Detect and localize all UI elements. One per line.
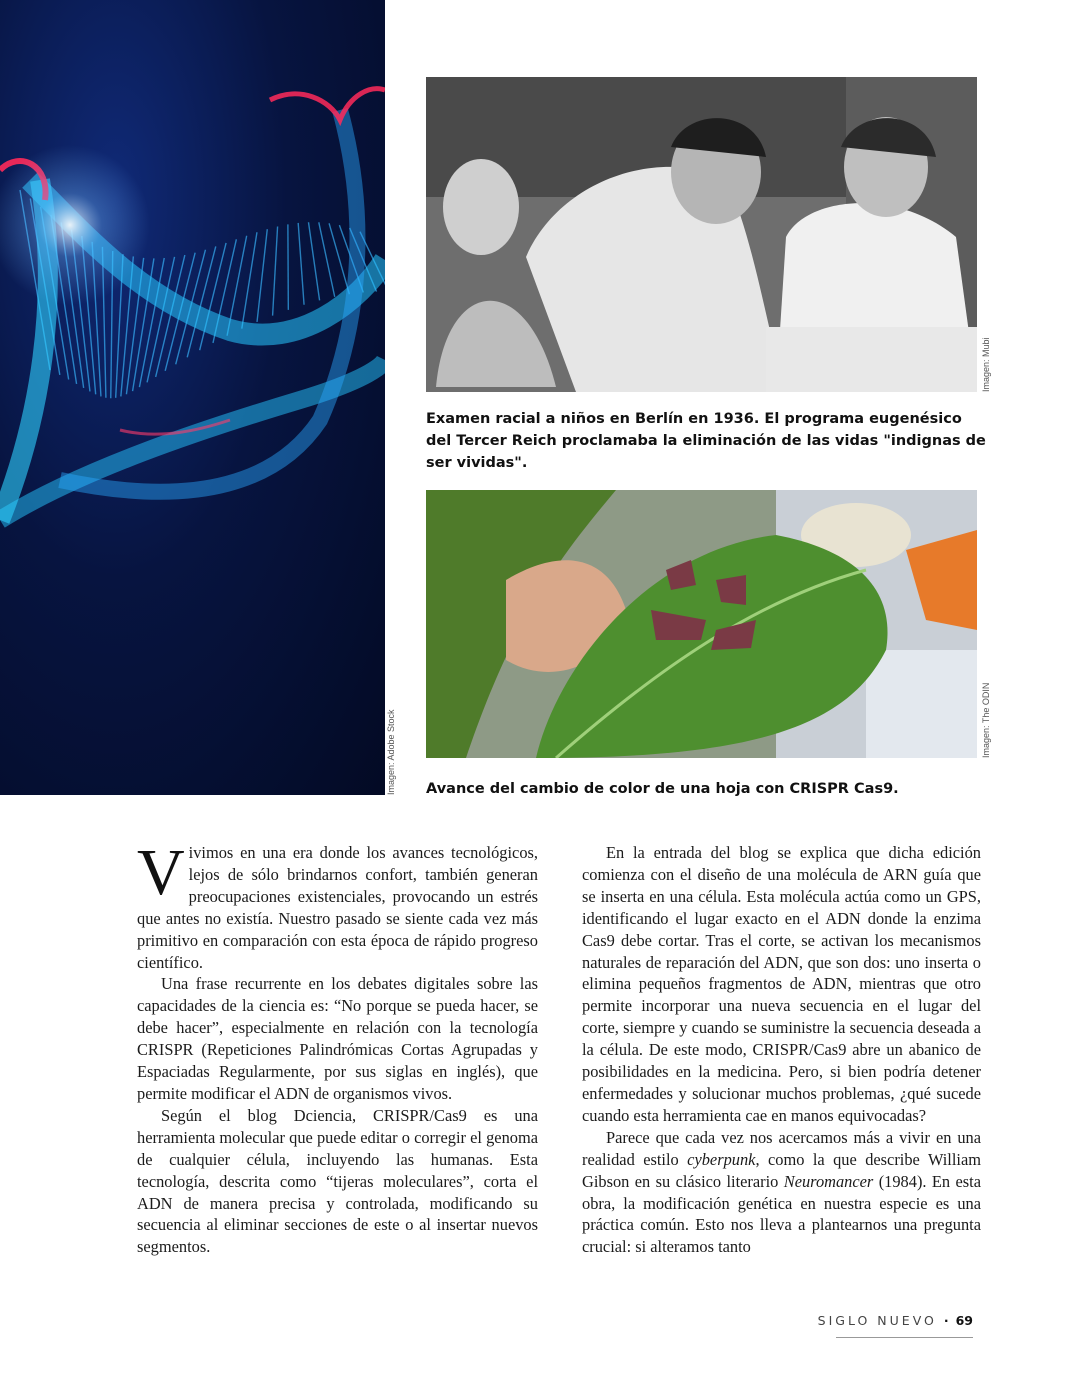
article-paragraph: En la entrada del blog se explica que dicha edición comienza con el diseño de una molécula de ARN guía que se inserta en una célula. Esta molécula actúa como un GPS, identificando el lugar exacto en el ADN donde la enzima Cas9 debe cortar. Tras el corte, se activan los mecanismos naturales de reparación del ADN, que son dos: uno inserta o elimina pequeños fragmentos de ADN, mientras que otro permite incorporar una nueva secuencia en el lugar del corte, siempre y cuando se suministre la secuencia deseada a la célula. De este modo, CRISPR/Cas9 abre un abanico de posibilidades en la medicina. Pero, si bien podría detener enfermedades y solucionar muchos problemas, ¿qué sucede cuando esta herramienta cae en manos equivocadas? — [582, 843, 981, 1125]
book-title: Neuromancer — [783, 1171, 874, 1191]
article-paragraph — [582, 1127, 981, 1258]
article-paragraph: Según el blog Dciencia, CRISPR/Cas9 es una herramienta molecular que puede editar o corregir el genoma de cualquier célula, incluyendo las humanas. Esta tecnología, descrita como “tijeras moleculares”, corta el ADN de manera precisa y controlada, modificando su secuencia al eliminar secciones de este o al insertar nuevos segmentos. — [137, 1105, 538, 1257]
paragraph-text: , como la que describe William Gibson en su clásico literario — [582, 1149, 981, 1191]
article-column-1 — [137, 836, 538, 1258]
page-number: 69 — [955, 1313, 973, 1328]
drop-cap: V — [137, 836, 185, 909]
photo2-caption: Avance del cambio de color de una hoja con CRISPR Cas9. — [426, 781, 899, 797]
photo1-caption: Examen racial a niños en Berlín en 1936. El programa eugenésico del Tercer Reich proclamaba la eliminación de las vidas "indignas de ser vividas". — [426, 411, 986, 471]
page-footer — [818, 1313, 973, 1328]
dna-rung — [298, 223, 304, 305]
article-column-2 — [582, 842, 981, 1258]
dna-rung — [257, 229, 267, 322]
paragraph-text: (1984). En esta obra, la modificación genética en nuestra especie es una práctica común. Esto nos lleva a plantearnos una pregunta crucial: si alteramos tanto — [582, 1171, 981, 1257]
dna-helix-image — [0, 0, 385, 795]
article-paragraph: Una frase recurrente en los debates digitales sobre las capacidades de la ciencia es: “No porque se pueda hacer, se debe hacer”, especialmente en relación con la tecnología CRISPR (Repeticiones Palindrómicas Cortas Agrupadas y Espaciadas Regularmente, por sus siglas en inglés), que permite modificar el ADN de organismos vivos. — [137, 974, 538, 1103]
dna-rung — [308, 222, 319, 300]
photo2-credit: Imagen: The ODIN — [981, 682, 991, 758]
article-paragraph — [137, 836, 538, 973]
italic-term: cyberpunk — [687, 1149, 756, 1169]
photo1-credit: Imagen: Mubi — [981, 337, 991, 392]
dna-rung — [273, 227, 278, 316]
paragraph-text: Parece que cada vez nos acercamos más a vivir en una realidad estilo — [582, 1127, 981, 1169]
footer-separator: · — [943, 1313, 949, 1328]
footer-rule — [836, 1337, 973, 1338]
racial-exam-photo — [426, 77, 977, 392]
magazine-name: SIGLO NUEVO — [817, 1313, 937, 1328]
crispr-leaf-photo — [426, 490, 977, 758]
dna-image-credit: Imagen: Adobe Stock — [386, 709, 396, 795]
paragraph-text: ivimos en una era donde los avances tecnológicos, lejos de sólo brindarnos confort, también generan preocupaciones existenciales, provocando un estrés que antes no existía. Nuestro pasado se siente cada vez más primitivo en comparación con esta época de rápido progreso científico. — [137, 843, 538, 972]
